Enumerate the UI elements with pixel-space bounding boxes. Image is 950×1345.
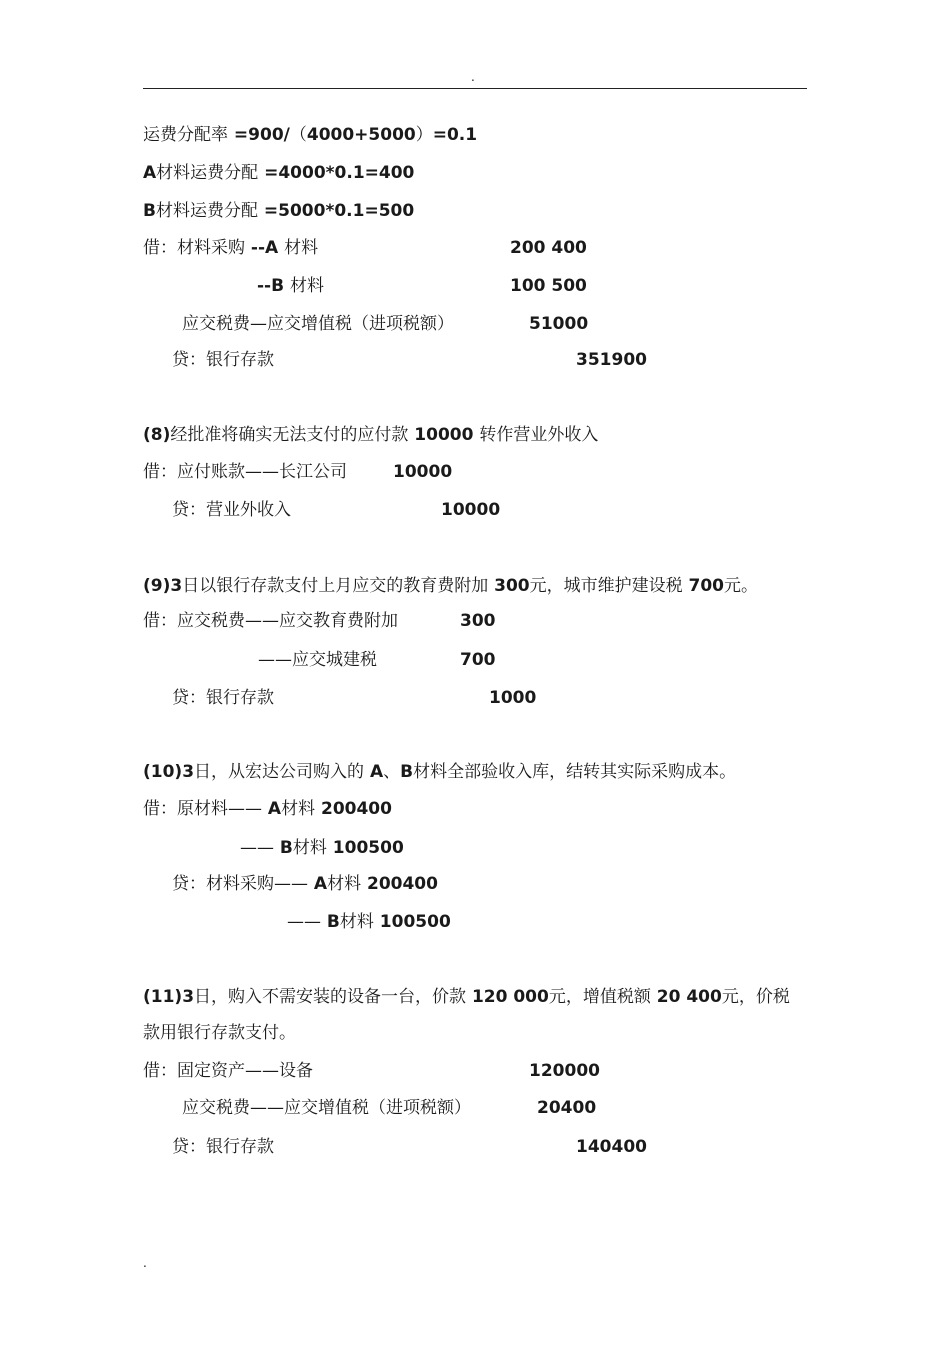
text-line: 借：应交税费——应交教育费附加: [143, 611, 398, 631]
text-line: 贷：银行存款: [172, 688, 274, 708]
text-line: 借：原材料—— A材料 200400: [143, 799, 392, 819]
amount-value: 300: [460, 611, 496, 631]
header-rule: [143, 88, 807, 89]
amount-value: 200 400: [510, 238, 587, 258]
header-dot: .: [471, 70, 475, 84]
text-line: 应交税费—应交增值税（进项税额）: [182, 314, 454, 334]
text-line: B材料运费分配 =5000*0.1=500: [143, 201, 415, 221]
amount-value: 10000: [441, 500, 501, 520]
text-line: 贷：银行存款: [172, 350, 274, 370]
amount-value: 140400: [576, 1137, 647, 1157]
text-line: --B 材料: [257, 276, 324, 296]
amount-value: 51000: [529, 314, 589, 334]
text-line: 贷：营业外收入: [172, 500, 291, 520]
amount-value: 100 500: [510, 276, 587, 296]
amount-value: 700: [460, 650, 496, 670]
text-line: 贷：材料采购—— A材料 200400: [172, 874, 438, 894]
text-line: —— B材料 100500: [287, 912, 451, 932]
text-line: (11)3日，购入不需安装的设备一台，价款 120 000元，增值税额 20 400元，价税: [143, 987, 790, 1007]
amount-value: 10000: [393, 462, 453, 482]
text-line: 应交税费——应交增值税（进项税额）: [182, 1098, 471, 1118]
text-line: (8)经批准将确实无法支付的应付款 10000 转作营业外收入: [143, 425, 599, 445]
text-line: 借：应付账款——长江公司: [143, 462, 347, 482]
text-line: 借：材料采购 --A 材料: [143, 238, 319, 258]
text-line: 运费分配率 =900/（4000+5000）=0.1: [143, 125, 478, 145]
text-line: —— B材料 100500: [240, 838, 404, 858]
text-line: 款用银行存款支付。: [143, 1023, 296, 1043]
text-line: A材料运费分配 =4000*0.1=400: [143, 163, 415, 183]
text-line: ——应交城建税: [258, 650, 377, 670]
text-line: (9)3日以银行存款支付上月应交的教育费附加 300元，城市维护建设税 700元。: [143, 576, 759, 596]
text-line: 借：固定资产——设备: [143, 1061, 313, 1081]
footer-dot: .: [143, 1256, 147, 1270]
text-line: 贷：银行存款: [172, 1137, 274, 1157]
amount-value: 20400: [537, 1098, 597, 1118]
amount-value: 120000: [529, 1061, 600, 1081]
text-line: (10)3日，从宏达公司购入的 A、B材料全部验收入库，结转其实际采购成本。: [143, 762, 737, 782]
amount-value: 1000: [489, 688, 537, 708]
amount-value: 351900: [576, 350, 647, 370]
